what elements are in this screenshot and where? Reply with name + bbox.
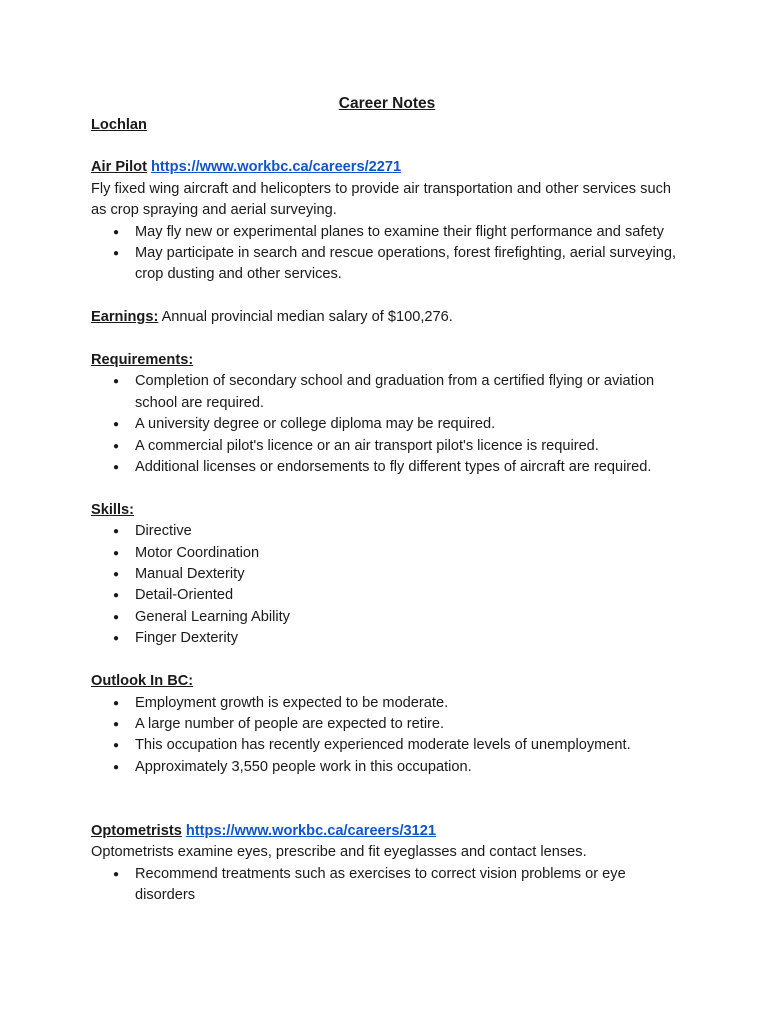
earnings-section bbox=[91, 307, 681, 328]
list-item: ● A commercial pilot's licence or an air transport pilot's licence is required. bbox=[91, 436, 681, 457]
bullet-icon: ● bbox=[113, 611, 120, 623]
bullet-icon: ● bbox=[113, 590, 120, 602]
career-name: Air Pilot bbox=[91, 159, 147, 176]
bullet-icon: ● bbox=[113, 226, 120, 238]
career-description: Fly fixed wing aircraft and helicopters to provide air transportation and other services such as crop spraying and aerial surveying. bbox=[91, 180, 671, 219]
requirements-heading: Requirements: bbox=[91, 352, 194, 369]
list-item: ● Recommend treatments such as exercises to correct vision problems or eye disorders bbox=[113, 865, 626, 904]
list-item: ● Additional licenses or endorsements to fly different types of aircraft are required. bbox=[91, 457, 681, 478]
list-item: ● Employment growth is expected to be moderate. bbox=[91, 693, 681, 714]
bullet-icon: ● bbox=[113, 462, 120, 474]
list-item: ● A large number of people are expected to retire. bbox=[91, 714, 681, 735]
list-item: ● Completion of secondary school and graduation from a certified flying or aviation school are required. bbox=[113, 373, 655, 411]
bullet-icon: ● bbox=[113, 697, 120, 709]
student-name: Lochlan bbox=[91, 117, 147, 133]
document-page bbox=[91, 93, 681, 907]
list-item: ● Finger Dexterity bbox=[91, 628, 681, 649]
duties-list bbox=[91, 222, 681, 286]
bullet-icon: ● bbox=[113, 569, 120, 581]
bullet-icon: ● bbox=[113, 761, 120, 773]
list-item: ● General Learning Ability bbox=[91, 607, 681, 628]
career-name: Optometrists bbox=[91, 822, 182, 839]
bullet-icon: ● bbox=[113, 740, 120, 752]
list-item: ● Manual Dexterity bbox=[91, 564, 681, 585]
duties-list bbox=[91, 864, 681, 907]
list-item: ● May fly new or experimental planes to examine their flight performance and safety bbox=[91, 222, 681, 243]
career-heading-optometrists bbox=[91, 821, 681, 842]
bullet-icon: ● bbox=[113, 547, 120, 559]
requirements-list bbox=[91, 371, 681, 478]
bullet-icon: ● bbox=[113, 419, 120, 431]
bullet-icon: ● bbox=[113, 440, 120, 452]
skills-heading: Skills: bbox=[91, 501, 134, 518]
list-item: ● May participate in search and rescue operations, forest firefighting, aerial surveying, crop dusting and other services. bbox=[113, 245, 677, 283]
career-link-air-pilot[interactable]: https://www.workbc.ca/careers/2271 bbox=[151, 159, 402, 176]
bullet-icon: ● bbox=[113, 376, 120, 388]
list-item: ● A university degree or college diploma may be required. bbox=[91, 414, 681, 435]
career-link-optometrists[interactable]: https://www.workbc.ca/careers/3121 bbox=[185, 822, 436, 839]
list-item: ● Motor Coordination bbox=[91, 543, 681, 564]
earnings-text: Annual provincial median salary of $100,276. bbox=[161, 309, 453, 326]
skills-list bbox=[91, 521, 681, 649]
bullet-icon: ● bbox=[113, 248, 120, 260]
list-item: ● This occupation has recently experienced moderate levels of unemployment. bbox=[91, 735, 681, 756]
bullet-icon: ● bbox=[113, 868, 120, 880]
list-item: ● Approximately 3,550 people work in this occupation. bbox=[91, 757, 681, 778]
list-item: ● Directive bbox=[91, 521, 681, 542]
career-heading-air-pilot bbox=[91, 157, 681, 178]
earnings-label: Earnings: bbox=[91, 309, 159, 326]
bullet-icon: ● bbox=[113, 633, 120, 645]
page-title: Career Notes bbox=[338, 95, 436, 112]
outlook-heading: Outlook In BC: bbox=[91, 673, 194, 690]
bullet-icon: ● bbox=[113, 526, 120, 538]
list-item: ● Detail-Oriented bbox=[91, 585, 681, 606]
outlook-list bbox=[91, 693, 681, 779]
career-description: Optometrists examine eyes, prescribe and fit eyeglasses and contact lenses. bbox=[91, 844, 587, 861]
bullet-icon: ● bbox=[113, 718, 120, 730]
